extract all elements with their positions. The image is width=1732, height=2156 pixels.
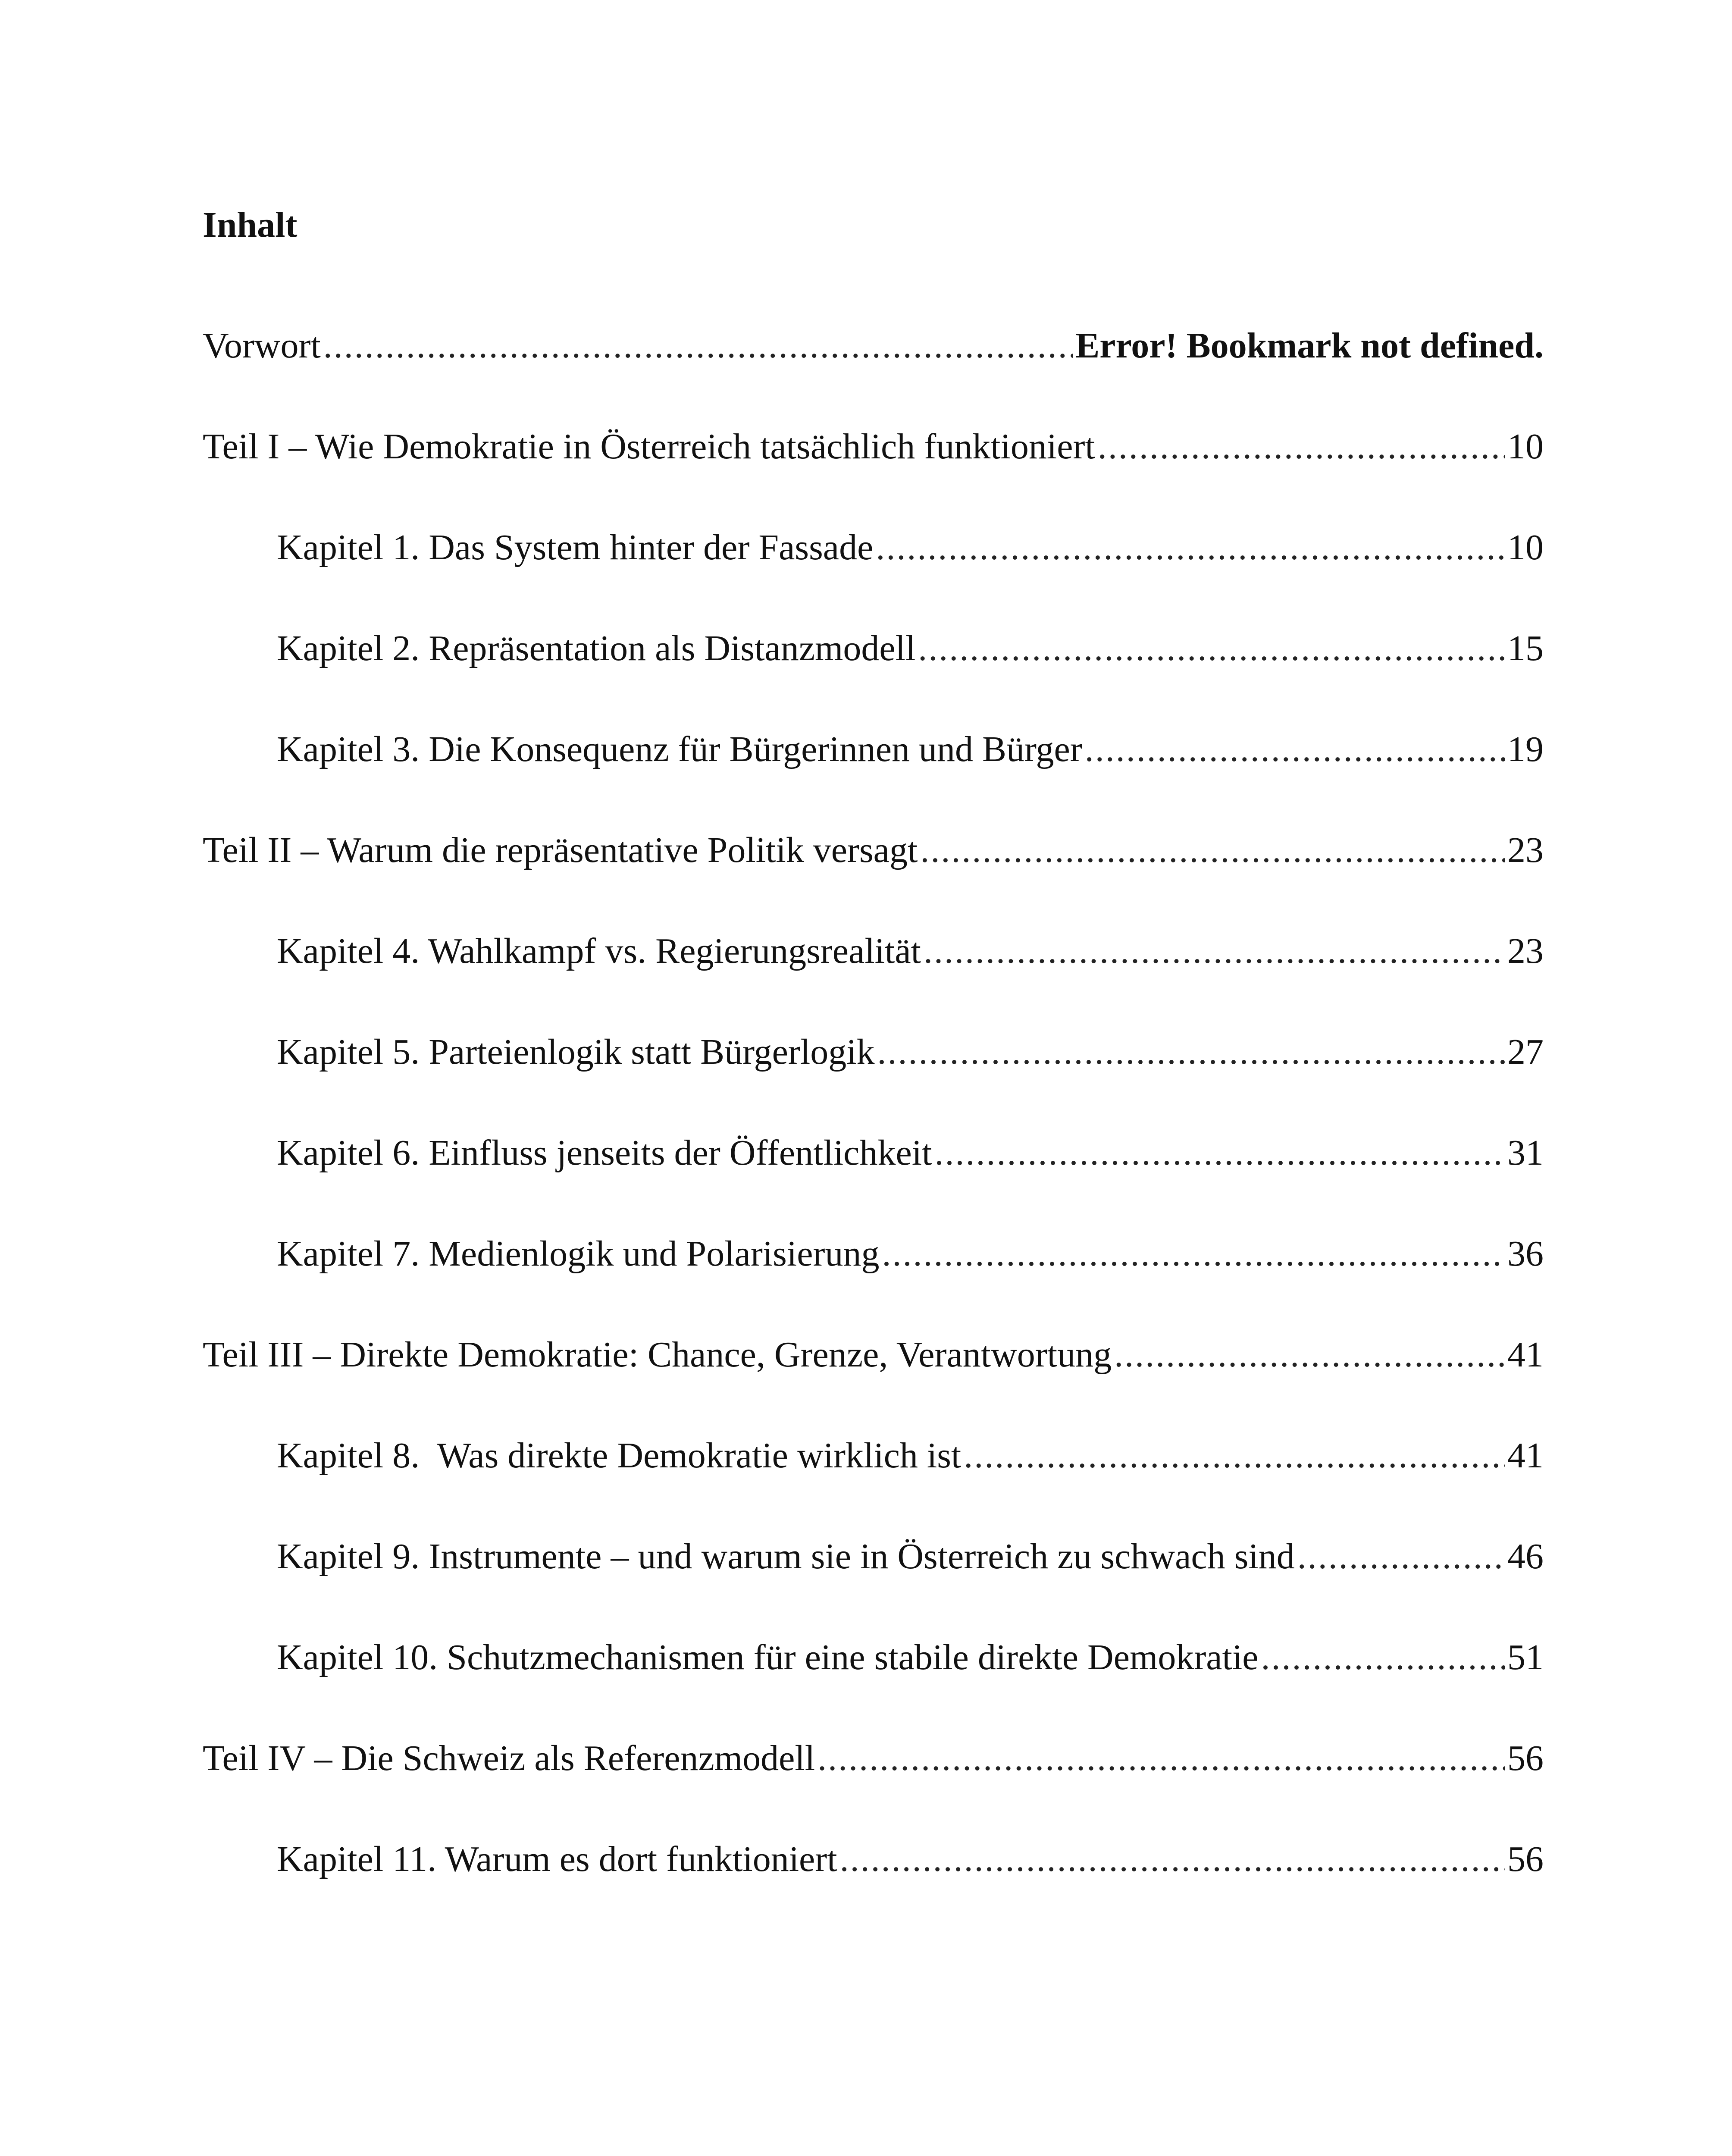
toc-dot-leader (323, 328, 1073, 364)
toc-entry-kapitel-11[interactable] (203, 1841, 1544, 1942)
toc-entry-kapitel-5[interactable] (203, 1034, 1544, 1135)
toc-entry-page: 23 (1507, 830, 1544, 870)
toc-entry-page: 27 (1507, 1032, 1544, 1072)
toc-entry-vorwort[interactable] (203, 328, 1544, 429)
toc-entry-title: Kapitel 8. Was direkte Demokratie wirklich ist (277, 1435, 962, 1476)
toc-entry-kapitel-8[interactable] (203, 1435, 1544, 1539)
toc-entry-teil-4[interactable] (203, 1740, 1544, 1841)
toc-dot-leader (934, 1135, 1505, 1171)
toc-entry-page: 41 (1507, 1435, 1544, 1476)
toc-entry-title: Kapitel 11. Warum es dort funktioniert (277, 1839, 837, 1879)
toc-entry-kapitel-7[interactable] (203, 1236, 1544, 1337)
toc-dot-leader (918, 630, 1505, 667)
toc-dot-leader (1085, 731, 1505, 768)
toc-entry-kapitel-1[interactable] (203, 527, 1544, 630)
toc-entry-kapitel-2[interactable] (203, 630, 1544, 731)
toc-entry-page: 46 (1507, 1536, 1544, 1576)
toc-entry-teil-3[interactable] (203, 1337, 1544, 1438)
toc-entry-title: Kapitel 5. Parteienlogik statt Bürgerlogik (277, 1032, 875, 1072)
toc-entry-title: Kapitel 2. Repräsentation als Distanzmodell (277, 628, 916, 668)
toc-entry-title: Kapitel 1. Das System hinter der Fassade (277, 527, 874, 567)
toc-entry-title: Teil I – Wie Demokratie in Österreich tatsächlich funktioniert (203, 426, 1095, 467)
toc-dot-leader (1114, 1337, 1505, 1373)
toc-entry-page: 23 (1507, 931, 1544, 971)
toc-dot-leader (876, 530, 1505, 566)
toc-entry-kapitel-4[interactable] (203, 933, 1544, 1034)
toc-entry-title: Kapitel 3. Die Konsequenz für Bürgerinnen und Bürger (277, 729, 1082, 769)
toc-heading: Inhalt (203, 205, 298, 245)
toc-entry-title: Kapitel 9. Instrumente – und warum sie in Österreich zu schwach sind (277, 1536, 1295, 1576)
toc-entry-page: 56 (1507, 1738, 1544, 1778)
toc-entry-kapitel-9[interactable] (203, 1536, 1544, 1639)
toc-entry-page: 10 (1507, 527, 1544, 567)
toc-dot-leader (1297, 1539, 1505, 1575)
toc-entry-title: Teil III – Direkte Demokratie: Chance, Grenze, Verantwortung (203, 1335, 1112, 1375)
toc-entry-page: 15 (1507, 628, 1544, 668)
toc-entry-page: 31 (1507, 1133, 1544, 1173)
toc-entry-teil-1[interactable] (203, 426, 1544, 530)
toc-dot-leader (882, 1236, 1505, 1272)
toc-entry-title: Kapitel 7. Medienlogik und Polarisierung (277, 1234, 880, 1274)
toc-entry-title: Vorwort (203, 326, 321, 366)
toc-entry-kapitel-10[interactable] (203, 1639, 1544, 1740)
toc-entry-page-error: Error! Bookmark not defined. (1075, 326, 1544, 366)
toc-entry-teil-2[interactable] (203, 832, 1544, 933)
toc-dot-leader (920, 832, 1505, 868)
toc-dot-leader (877, 1034, 1505, 1070)
toc-entry-title: Kapitel 6. Einfluss jenseits der Öffentlichkeit (277, 1133, 932, 1173)
toc-entry-page: 41 (1507, 1335, 1544, 1375)
toc-entry-title: Kapitel 10. Schutzmechanismen für eine stabile direkte Demokratie (277, 1637, 1259, 1677)
toc-entry-title: Teil II – Warum die repräsentative Politik versagt (203, 830, 918, 870)
toc-entry-title: Teil IV – Die Schweiz als Referenzmodell (203, 1738, 815, 1778)
toc-dot-leader (1098, 429, 1505, 465)
toc-entry-kapitel-6[interactable] (203, 1135, 1544, 1236)
toc-dot-leader (1261, 1639, 1505, 1676)
toc-entry-page: 10 (1507, 426, 1544, 467)
toc-entry-kapitel-3[interactable] (203, 731, 1544, 832)
toc-dot-leader (817, 1740, 1505, 1777)
toc-entry-title: Kapitel 4. Wahlkampf vs. Regierungsrealität (277, 931, 921, 971)
toc-dot-leader (964, 1438, 1505, 1474)
toc-dot-leader (840, 1841, 1505, 1877)
toc-entry-page: 51 (1507, 1637, 1544, 1677)
toc-entry-page: 36 (1507, 1234, 1544, 1274)
toc-dot-leader (924, 933, 1505, 969)
toc-entry-page: 56 (1507, 1839, 1544, 1879)
toc-entry-page: 19 (1507, 729, 1544, 769)
table-of-contents (203, 328, 1544, 1942)
